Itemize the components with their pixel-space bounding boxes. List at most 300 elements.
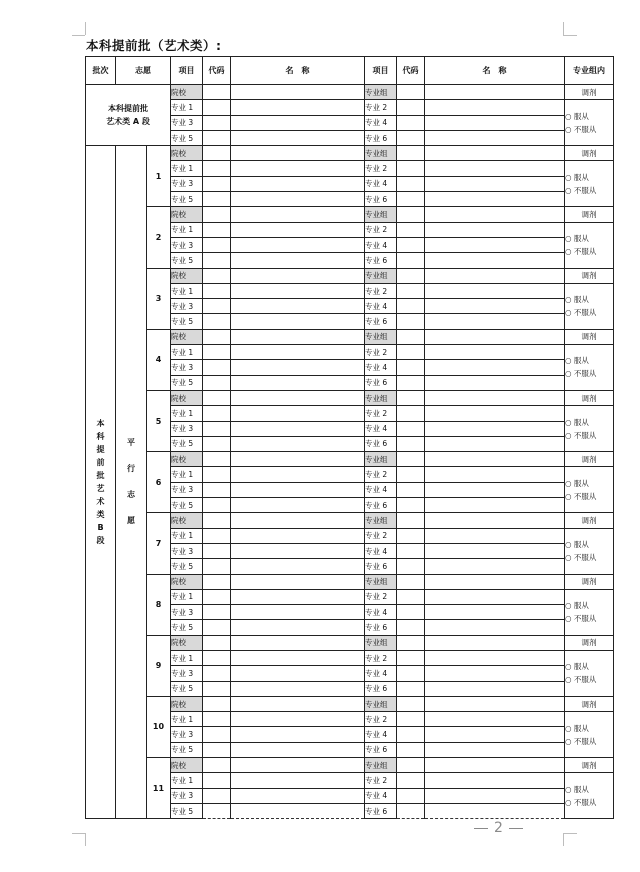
section-a-code-right-field[interactable] xyxy=(397,115,425,130)
volunteer-11-code-right-field[interactable] xyxy=(397,773,425,788)
volunteer-5-code-left-field[interactable] xyxy=(203,390,231,405)
volunteer-2-label-right: 专业 4 xyxy=(365,237,397,252)
volunteer-9-code-left-field[interactable] xyxy=(203,681,231,696)
volunteer-8-code-right-field[interactable] xyxy=(397,605,425,620)
volunteer-10-code-left-field[interactable] xyxy=(203,727,231,742)
volunteer-2-name-right-field[interactable] xyxy=(425,207,565,222)
volunteer-3-name-right-field[interactable] xyxy=(425,299,565,314)
section-a-label-left: 专业 1 xyxy=(171,100,203,115)
volunteer-1-code-right-field[interactable] xyxy=(397,176,425,191)
volunteer-8-label-right: 专业 6 xyxy=(365,620,397,635)
volunteer-2-name-left-field[interactable] xyxy=(231,222,365,237)
volunteer-3-code-right-field[interactable] xyxy=(397,314,425,329)
volunteer-3-code-left-field[interactable] xyxy=(203,299,231,314)
volunteer-4-code-right-field[interactable] xyxy=(397,375,425,390)
volunteer-11-label-left: 专业 1 xyxy=(171,773,203,788)
volunteer-3-name-left-field[interactable] xyxy=(231,314,365,329)
form-row xyxy=(86,696,614,711)
volunteer-6-code-left-field[interactable] xyxy=(203,467,231,482)
volunteer-7-name-left-field[interactable] xyxy=(231,559,365,574)
volunteer-2-obey-radio[interactable]: ○ 服从 xyxy=(565,234,589,244)
volunteer-6-name-left-field[interactable] xyxy=(231,452,365,467)
volunteer-1-label-right: 专业 6 xyxy=(365,192,397,207)
volunteer-6-not-obey-radio[interactable]: ○ 不服从 xyxy=(565,491,597,501)
volunteer-3-name-right-field[interactable] xyxy=(425,283,565,298)
volunteer-10-code-right-field[interactable] xyxy=(397,727,425,742)
volunteer-8-label-right: 专业 4 xyxy=(365,605,397,620)
volunteer-9-name-right-field[interactable] xyxy=(425,635,565,650)
section-a-name-right-field[interactable] xyxy=(425,100,565,115)
volunteer-9-code-right-field[interactable] xyxy=(397,650,425,665)
header-item-2: 项目 xyxy=(365,57,397,85)
volunteer-1-name-right-field[interactable] xyxy=(425,176,565,191)
volunteer-5-not-obey-radio[interactable]: ○ 不服从 xyxy=(565,430,597,440)
volunteer-11-code-left-field[interactable] xyxy=(203,758,231,773)
volunteer-1-name-left-field[interactable] xyxy=(231,192,365,207)
volunteer-7-code-left-field[interactable] xyxy=(203,528,231,543)
volunteer-2-code-right-field[interactable] xyxy=(397,237,425,252)
volunteer-10-code-left-field[interactable] xyxy=(203,696,231,711)
volunteer-11-name-left-field[interactable] xyxy=(231,758,365,773)
volunteer-4-code-right-field[interactable] xyxy=(397,345,425,360)
volunteer-5-label-left: 专业 3 xyxy=(171,421,203,436)
volunteer-7-code-right-field[interactable] xyxy=(397,528,425,543)
volunteer-5-name-right-field[interactable] xyxy=(425,406,565,421)
volunteer-1-code-left-field[interactable] xyxy=(203,146,231,161)
crop-mark-top-left-h xyxy=(72,35,85,36)
volunteer-4-label-right: 专业 4 xyxy=(365,360,397,375)
volunteer-4-name-left-field[interactable] xyxy=(231,375,365,390)
volunteer-6-name-left-field[interactable] xyxy=(231,482,365,497)
section-a-code-left-field[interactable] xyxy=(203,115,231,130)
section-a-obey-radio[interactable]: ○ 服从 xyxy=(565,111,589,121)
volunteer-4-name-right-field[interactable] xyxy=(425,375,565,390)
volunteer-6-code-right-field[interactable] xyxy=(397,452,425,467)
volunteer-1-name-right-field[interactable] xyxy=(425,192,565,207)
volunteer-7-name-left-field[interactable] xyxy=(231,543,365,558)
volunteer-8-adjust-options xyxy=(565,589,614,635)
crop-mark-top-left-v xyxy=(85,22,86,35)
form-row xyxy=(86,758,614,773)
volunteer-6-name-right-field[interactable] xyxy=(425,498,565,513)
section-a-code-right-field[interactable] xyxy=(397,85,425,100)
volunteer-1-name-left-field[interactable] xyxy=(231,176,365,191)
volunteer-11-code-right-field[interactable] xyxy=(397,803,425,818)
volunteer-9-label-left: 专业 3 xyxy=(171,666,203,681)
volunteer-3-code-right-field[interactable] xyxy=(397,299,425,314)
volunteer-2-code-left-field[interactable] xyxy=(203,237,231,252)
volunteer-6-code-right-field[interactable] xyxy=(397,467,425,482)
volunteer-10-name-left-field[interactable] xyxy=(231,712,365,727)
volunteer-11-label-left: 专业 3 xyxy=(171,788,203,803)
volunteer-8-code-left-field[interactable] xyxy=(203,605,231,620)
volunteer-7-code-left-field[interactable] xyxy=(203,559,231,574)
volunteer-9-name-right-field[interactable] xyxy=(425,666,565,681)
volunteer-6-code-right-field[interactable] xyxy=(397,498,425,513)
section-a-name-right-field[interactable] xyxy=(425,130,565,145)
volunteer-4-name-left-field[interactable] xyxy=(231,329,365,344)
volunteer-11-code-left-field[interactable] xyxy=(203,773,231,788)
volunteer-3-code-right-field[interactable] xyxy=(397,268,425,283)
section-a-name-right-field[interactable] xyxy=(425,115,565,130)
section-a-name-left-field[interactable] xyxy=(231,85,365,100)
volunteer-7-code-left-field[interactable] xyxy=(203,513,231,528)
volunteer-9-code-right-field[interactable] xyxy=(397,666,425,681)
volunteer-10-name-left-field[interactable] xyxy=(231,696,365,711)
section-a-name-left-field[interactable] xyxy=(231,100,365,115)
volunteer-9-name-right-field[interactable] xyxy=(425,681,565,696)
volunteer-8-name-left-field[interactable] xyxy=(231,589,365,604)
volunteer-3-name-right-field[interactable] xyxy=(425,268,565,283)
volunteer-8-code-left-field[interactable] xyxy=(203,620,231,635)
volunteer-4-code-left-field[interactable] xyxy=(203,360,231,375)
volunteer-1-code-right-field[interactable] xyxy=(397,192,425,207)
volunteer-9-name-left-field[interactable] xyxy=(231,635,365,650)
volunteer-9-code-right-field[interactable] xyxy=(397,681,425,696)
volunteer-8-label-left: 专业 3 xyxy=(171,605,203,620)
volunteer-9-name-left-field[interactable] xyxy=(231,681,365,696)
volunteer-4-label-left: 院校 xyxy=(171,329,203,344)
volunteer-7-code-right-field[interactable] xyxy=(397,513,425,528)
volunteer-6-name-right-field[interactable] xyxy=(425,452,565,467)
section-a-code-left-field[interactable] xyxy=(203,85,231,100)
header-name-2: 名 称 xyxy=(425,57,565,85)
volunteer-3-name-left-field[interactable] xyxy=(231,299,365,314)
volunteer-2-code-left-field[interactable] xyxy=(203,207,231,222)
section-a-code-left-field[interactable] xyxy=(203,130,231,145)
volunteer-7-code-right-field[interactable] xyxy=(397,559,425,574)
volunteer-6-name-left-field[interactable] xyxy=(231,498,365,513)
volunteer-5-name-right-field[interactable] xyxy=(425,390,565,405)
volunteer-10-code-left-field[interactable] xyxy=(203,712,231,727)
section-a-code-left-field[interactable] xyxy=(203,100,231,115)
volunteer-2-adjust-options xyxy=(565,222,614,268)
volunteer-8-name-right-field[interactable] xyxy=(425,620,565,635)
volunteer-5-code-right-field[interactable] xyxy=(397,390,425,405)
volunteer-number: 4 xyxy=(147,329,171,390)
volunteer-7-name-right-field[interactable] xyxy=(425,528,565,543)
page-number xyxy=(468,820,529,836)
volunteer-10-name-right-field[interactable] xyxy=(425,696,565,711)
volunteer-3-label-right: 专业组 xyxy=(365,268,397,283)
volunteer-6-code-right-field[interactable] xyxy=(397,482,425,497)
volunteer-5-code-left-field[interactable] xyxy=(203,406,231,421)
volunteer-3-name-left-field[interactable] xyxy=(231,283,365,298)
volunteer-1-obey-radio[interactable]: ○ 服从 xyxy=(565,172,589,182)
volunteer-11-label-left: 院校 xyxy=(171,758,203,773)
volunteer-7-name-right-field[interactable] xyxy=(425,513,565,528)
volunteer-3-not-obey-radio[interactable]: ○ 不服从 xyxy=(565,308,597,318)
section-a-code-right-field[interactable] xyxy=(397,100,425,115)
volunteer-9-obey-radio[interactable]: ○ 服从 xyxy=(565,662,589,672)
volunteer-5-name-left-field[interactable] xyxy=(231,421,365,436)
volunteer-11-name-left-field[interactable] xyxy=(231,788,365,803)
volunteer-9-not-obey-radio[interactable]: ○ 不服从 xyxy=(565,675,597,685)
volunteer-11-code-left-field[interactable] xyxy=(203,803,231,818)
volunteer-6-adjust-options xyxy=(565,467,614,513)
volunteer-4-label-right: 专业 2 xyxy=(365,345,397,360)
volunteer-4-code-left-field[interactable] xyxy=(203,375,231,390)
crop-mark-bottom-right-h xyxy=(563,833,577,834)
volunteer-8-code-left-field[interactable] xyxy=(203,574,231,589)
header-code: 代码 xyxy=(203,57,231,85)
volunteer-1-name-left-field[interactable] xyxy=(231,161,365,176)
volunteer-9-code-left-field[interactable] xyxy=(203,650,231,665)
volunteer-5-name-left-field[interactable] xyxy=(231,390,365,405)
volunteer-1-code-left-field[interactable] xyxy=(203,161,231,176)
volunteer-2-name-left-field[interactable] xyxy=(231,237,365,252)
volunteer-8-name-left-field[interactable] xyxy=(231,620,365,635)
volunteer-7-code-right-field[interactable] xyxy=(397,543,425,558)
volunteer-5-name-left-field[interactable] xyxy=(231,406,365,421)
volunteer-1-label-left: 专业 3 xyxy=(171,176,203,191)
volunteer-5-code-right-field[interactable] xyxy=(397,421,425,436)
volunteer-1-adjust-label: 调剂 xyxy=(565,146,614,161)
volunteer-1-code-right-field[interactable] xyxy=(397,161,425,176)
volunteer-11-label-right: 专业 4 xyxy=(365,788,397,803)
volunteer-5-adjust-options xyxy=(565,406,614,452)
header-group-inner: 专业组内 xyxy=(565,57,614,85)
section-a-label-right: 专业 2 xyxy=(365,100,397,115)
volunteer-7-name-left-field[interactable] xyxy=(231,528,365,543)
volunteer-1-name-right-field[interactable] xyxy=(425,161,565,176)
volunteer-5-name-right-field[interactable] xyxy=(425,421,565,436)
volunteer-3-adjust-label: 调剂 xyxy=(565,268,614,283)
volunteer-7-code-left-field[interactable] xyxy=(203,543,231,558)
volunteer-7-label-left: 专业 1 xyxy=(171,528,203,543)
volunteer-4-obey-radio[interactable]: ○ 服从 xyxy=(565,356,589,366)
volunteer-3-label-left: 院校 xyxy=(171,268,203,283)
volunteer-5-name-right-field[interactable] xyxy=(425,436,565,451)
volunteer-9-label-right: 专业组 xyxy=(365,635,397,650)
volunteer-10-name-right-field[interactable] xyxy=(425,742,565,757)
volunteer-11-name-right-field[interactable] xyxy=(425,788,565,803)
volunteer-4-code-right-field[interactable] xyxy=(397,329,425,344)
volunteer-9-name-right-field[interactable] xyxy=(425,650,565,665)
volunteer-9-name-left-field[interactable] xyxy=(231,666,365,681)
volunteer-8-code-left-field[interactable] xyxy=(203,589,231,604)
volunteer-3-label-right: 专业 2 xyxy=(365,283,397,298)
volunteer-5-code-left-field[interactable] xyxy=(203,421,231,436)
volunteer-11-adjust-options xyxy=(565,773,614,819)
volunteer-10-name-right-field[interactable] xyxy=(425,727,565,742)
volunteer-3-code-left-field[interactable] xyxy=(203,314,231,329)
volunteer-1-name-right-field[interactable] xyxy=(425,146,565,161)
volunteer-8-not-obey-radio[interactable]: ○ 不服从 xyxy=(565,614,597,624)
volunteer-7-name-right-field[interactable] xyxy=(425,559,565,574)
volunteer-8-name-right-field[interactable] xyxy=(425,574,565,589)
form-row xyxy=(86,85,614,100)
volunteer-6-code-left-field[interactable] xyxy=(203,498,231,513)
volunteer-3-adjust-options xyxy=(565,283,614,329)
volunteer-1-code-right-field[interactable] xyxy=(397,146,425,161)
volunteer-10-not-obey-radio[interactable]: ○ 不服从 xyxy=(565,736,597,746)
volunteer-2-code-right-field[interactable] xyxy=(397,253,425,268)
volunteer-9-label-left: 专业 5 xyxy=(171,681,203,696)
volunteer-4-adjust-options xyxy=(565,345,614,391)
volunteer-6-name-right-field[interactable] xyxy=(425,467,565,482)
volunteer-9-label-right: 专业 2 xyxy=(365,650,397,665)
volunteer-2-name-left-field[interactable] xyxy=(231,207,365,222)
volunteer-7-name-right-field[interactable] xyxy=(425,543,565,558)
volunteer-6-label-left: 专业 5 xyxy=(171,498,203,513)
volunteer-9-name-left-field[interactable] xyxy=(231,650,365,665)
volunteer-6-code-left-field[interactable] xyxy=(203,482,231,497)
volunteer-4-name-right-field[interactable] xyxy=(425,345,565,360)
volunteer-3-code-left-field[interactable] xyxy=(203,268,231,283)
volunteer-8-obey-radio[interactable]: ○ 服从 xyxy=(565,601,589,611)
volunteer-11-label-right: 专业 6 xyxy=(365,803,397,818)
volunteer-8-code-right-field[interactable] xyxy=(397,589,425,604)
volunteer-7-name-left-field[interactable] xyxy=(231,513,365,528)
volunteer-2-not-obey-radio[interactable]: ○ 不服从 xyxy=(565,247,597,257)
form-row xyxy=(86,635,614,650)
volunteer-4-code-left-field[interactable] xyxy=(203,345,231,360)
volunteer-1-name-left-field[interactable] xyxy=(231,146,365,161)
volunteer-10-name-right-field[interactable] xyxy=(425,712,565,727)
volunteer-10-code-right-field[interactable] xyxy=(397,712,425,727)
volunteer-9-code-right-field[interactable] xyxy=(397,635,425,650)
volunteer-5-label-left: 院校 xyxy=(171,390,203,405)
volunteer-11-code-left-field[interactable] xyxy=(203,788,231,803)
section-b-batch-label xyxy=(86,146,116,819)
page-title: 本科提前批（艺术类）: xyxy=(86,38,222,53)
volunteer-5-adjust-label: 调剂 xyxy=(565,390,614,405)
volunteer-8-name-left-field[interactable] xyxy=(231,574,365,589)
volunteer-10-code-left-field[interactable] xyxy=(203,742,231,757)
volunteer-8-name-right-field[interactable] xyxy=(425,589,565,604)
section-a-not-obey-radio[interactable]: ○ 不服从 xyxy=(565,124,597,134)
volunteer-6-label-left: 专业 3 xyxy=(171,482,203,497)
volunteer-3-name-left-field[interactable] xyxy=(231,268,365,283)
volunteer-5-code-left-field[interactable] xyxy=(203,436,231,451)
volunteer-2-name-right-field[interactable] xyxy=(425,253,565,268)
volunteer-4-name-right-field[interactable] xyxy=(425,329,565,344)
volunteer-2-code-right-field[interactable] xyxy=(397,207,425,222)
volunteer-1-label-left: 专业 5 xyxy=(171,192,203,207)
volunteer-number: 5 xyxy=(147,390,171,451)
volunteer-3-label-right: 专业 6 xyxy=(365,314,397,329)
volunteer-number: 3 xyxy=(147,268,171,329)
volunteer-11-name-left-field[interactable] xyxy=(231,773,365,788)
volunteer-1-not-obey-radio[interactable]: ○ 不服从 xyxy=(565,185,597,195)
volunteer-8-label-left: 院校 xyxy=(171,574,203,589)
form-row xyxy=(86,268,614,283)
volunteer-number: 1 xyxy=(147,146,171,207)
header-item: 项目 xyxy=(171,57,203,85)
volunteer-5-name-left-field[interactable] xyxy=(231,436,365,451)
volunteer-11-name-right-field[interactable] xyxy=(425,773,565,788)
volunteer-3-label-left: 专业 5 xyxy=(171,314,203,329)
volunteer-3-obey-radio[interactable]: ○ 服从 xyxy=(565,295,589,305)
volunteer-4-not-obey-radio[interactable]: ○ 不服从 xyxy=(565,369,597,379)
volunteer-2-label-left: 专业 3 xyxy=(171,237,203,252)
volunteer-8-name-left-field[interactable] xyxy=(231,605,365,620)
volunteer-1-code-left-field[interactable] xyxy=(203,176,231,191)
volunteer-5-label-right: 专业组 xyxy=(365,390,397,405)
volunteer-11-name-left-field[interactable] xyxy=(231,803,365,818)
volunteer-2-label-right: 专业组 xyxy=(365,207,397,222)
volunteer-10-code-right-field[interactable] xyxy=(397,742,425,757)
crop-mark-top-right-h xyxy=(563,35,577,36)
section-b-parallel-text: 平行志愿 xyxy=(127,438,135,526)
volunteer-number: 11 xyxy=(147,758,171,819)
volunteer-3-name-right-field[interactable] xyxy=(425,314,565,329)
section-a-label-right: 专业 4 xyxy=(365,115,397,130)
section-a-code-right-field[interactable] xyxy=(397,130,425,145)
volunteer-6-name-right-field[interactable] xyxy=(425,482,565,497)
volunteer-10-label-right: 专业组 xyxy=(365,696,397,711)
volunteer-4-adjust-label: 调剂 xyxy=(565,329,614,344)
volunteer-8-name-right-field[interactable] xyxy=(425,605,565,620)
volunteer-5-code-right-field[interactable] xyxy=(397,436,425,451)
volunteer-8-code-right-field[interactable] xyxy=(397,574,425,589)
volunteer-9-code-left-field[interactable] xyxy=(203,666,231,681)
form-row xyxy=(86,146,614,161)
volunteer-3-code-right-field[interactable] xyxy=(397,283,425,298)
section-a-name-left-field[interactable] xyxy=(231,115,365,130)
volunteer-4-name-left-field[interactable] xyxy=(231,345,365,360)
volunteer-7-label-left: 院校 xyxy=(171,513,203,528)
volunteer-5-label-right: 专业 6 xyxy=(365,436,397,451)
volunteer-10-obey-radio[interactable]: ○ 服从 xyxy=(565,723,589,733)
volunteer-11-code-right-field[interactable] xyxy=(397,788,425,803)
volunteer-10-name-left-field[interactable] xyxy=(231,727,365,742)
volunteer-3-code-left-field[interactable] xyxy=(203,283,231,298)
volunteer-2-name-right-field[interactable] xyxy=(425,237,565,252)
volunteer-10-name-left-field[interactable] xyxy=(231,742,365,757)
volunteer-4-name-left-field[interactable] xyxy=(231,360,365,375)
volunteer-1-code-left-field[interactable] xyxy=(203,192,231,207)
volunteer-11-name-right-field[interactable] xyxy=(425,758,565,773)
volunteer-4-code-right-field[interactable] xyxy=(397,360,425,375)
volunteer-2-code-left-field[interactable] xyxy=(203,253,231,268)
volunteer-6-code-left-field[interactable] xyxy=(203,452,231,467)
volunteer-5-obey-radio[interactable]: ○ 服从 xyxy=(565,417,589,427)
volunteer-11-not-obey-radio[interactable]: ○ 不服从 xyxy=(565,797,597,807)
volunteer-9-code-left-field[interactable] xyxy=(203,635,231,650)
volunteer-2-name-left-field[interactable] xyxy=(231,253,365,268)
volunteer-10-adjust-label: 调剂 xyxy=(565,696,614,711)
form-row xyxy=(86,390,614,405)
volunteer-7-obey-radio[interactable]: ○ 服从 xyxy=(565,540,589,550)
volunteer-10-code-right-field[interactable] xyxy=(397,696,425,711)
section-a-name-right-field[interactable] xyxy=(425,85,565,100)
volunteer-8-code-right-field[interactable] xyxy=(397,620,425,635)
volunteer-11-label-left: 专业 5 xyxy=(171,803,203,818)
volunteer-7-label-right: 专业 2 xyxy=(365,528,397,543)
volunteer-6-obey-radio[interactable]: ○ 服从 xyxy=(565,478,589,488)
volunteer-11-code-right-field[interactable] xyxy=(397,758,425,773)
volunteer-2-code-right-field[interactable] xyxy=(397,222,425,237)
volunteer-4-code-left-field[interactable] xyxy=(203,329,231,344)
volunteer-number: 8 xyxy=(147,574,171,635)
section-b-parallel-label xyxy=(116,146,147,819)
volunteer-9-label-right: 专业 4 xyxy=(365,666,397,681)
volunteer-5-code-right-field[interactable] xyxy=(397,406,425,421)
volunteer-4-name-right-field[interactable] xyxy=(425,360,565,375)
volunteer-1-label-right: 专业 2 xyxy=(365,161,397,176)
crop-mark-bottom-left-h xyxy=(72,833,85,834)
section-a-name-left-field[interactable] xyxy=(231,130,365,145)
volunteer-2-code-left-field[interactable] xyxy=(203,222,231,237)
volunteer-7-not-obey-radio[interactable]: ○ 不服从 xyxy=(565,553,597,563)
volunteer-2-name-right-field[interactable] xyxy=(425,222,565,237)
volunteer-6-name-left-field[interactable] xyxy=(231,467,365,482)
volunteer-11-obey-radio[interactable]: ○ 服从 xyxy=(565,784,589,794)
section-a-adjust-options xyxy=(565,100,614,146)
volunteer-11-name-right-field[interactable] xyxy=(425,803,565,818)
